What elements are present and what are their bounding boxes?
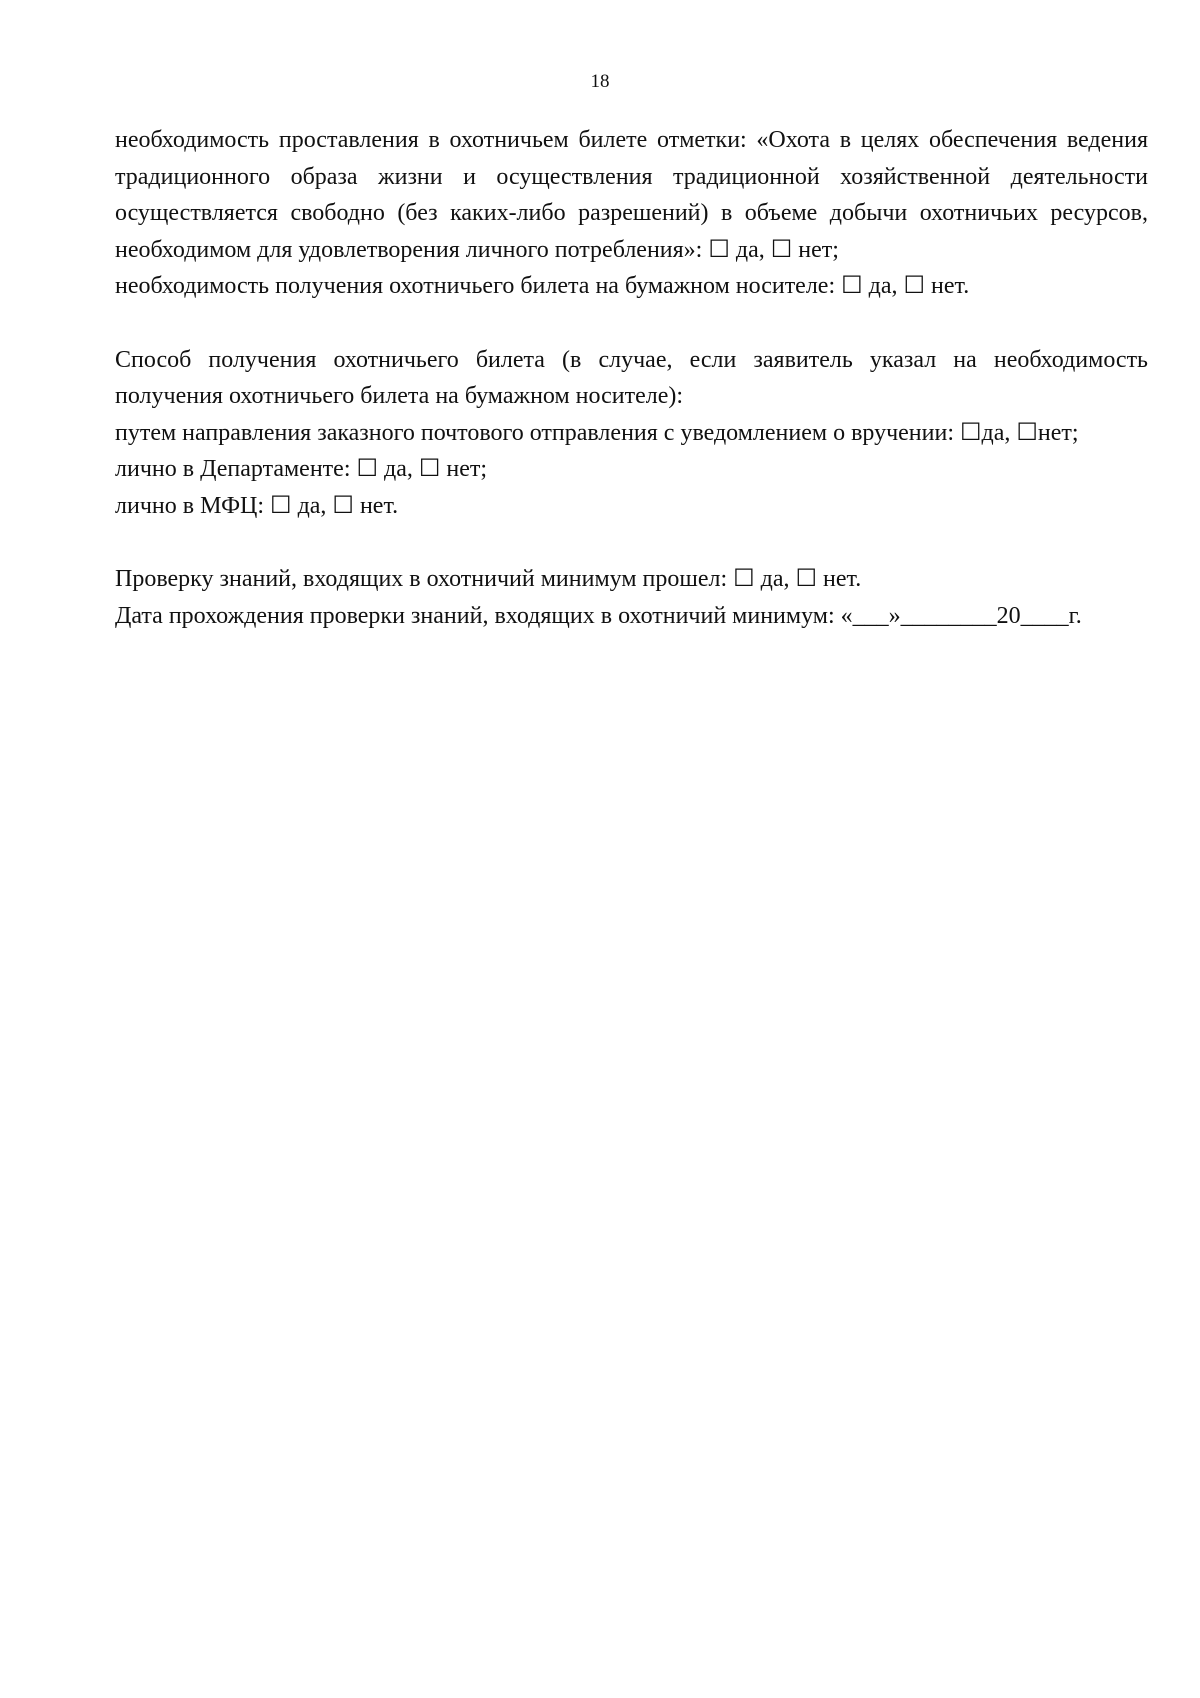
mail-delivery-line: путем направления заказного почтового отправления с уведомлением о вручении: ☐да, ☐нет; (115, 419, 1079, 446)
page-number: 18 (590, 71, 610, 92)
department-line: лично в Департаменте: ☐ да, ☐ нет; (115, 456, 488, 483)
knowledge-check-date-line: Дата прохождения проверки знаний, входящих в охотничий минимум: «___»________20____г. (115, 602, 1082, 629)
paper-ticket-line: необходимость получения охотничьего билета на бумажном носителе: ☐ да, ☐ нет. (115, 273, 970, 300)
mfc-line: лично в МФЦ: ☐ да, ☐ нет. (115, 492, 399, 519)
spacer (115, 305, 1148, 342)
hunting-mark-paragraph: необходимость проставления в охотничьем билете отметки: «Охота в целях обеспечения ведения традиционного образа жизни и осуществления традиционной хозяйственной деятельности осуществляется свободно (без каких-либо разрешений) в объеме добычи охотничьих ресурсов, необходимом для удовлетворения личного потребления»: ☐ да, ☐ нет; (115, 127, 1148, 263)
knowledge-check-line: Проверку знаний, входящих в охотничий минимум прошел: ☐ да, ☐ нет. (115, 566, 862, 593)
receipt-method-paragraph: Способ получения охотничьего билета (в случае, если заявитель указал на необходимость получения охотничьего билета на бумажном носителе): (115, 346, 1148, 410)
spacer (115, 525, 1148, 562)
document-body (115, 122, 1148, 634)
